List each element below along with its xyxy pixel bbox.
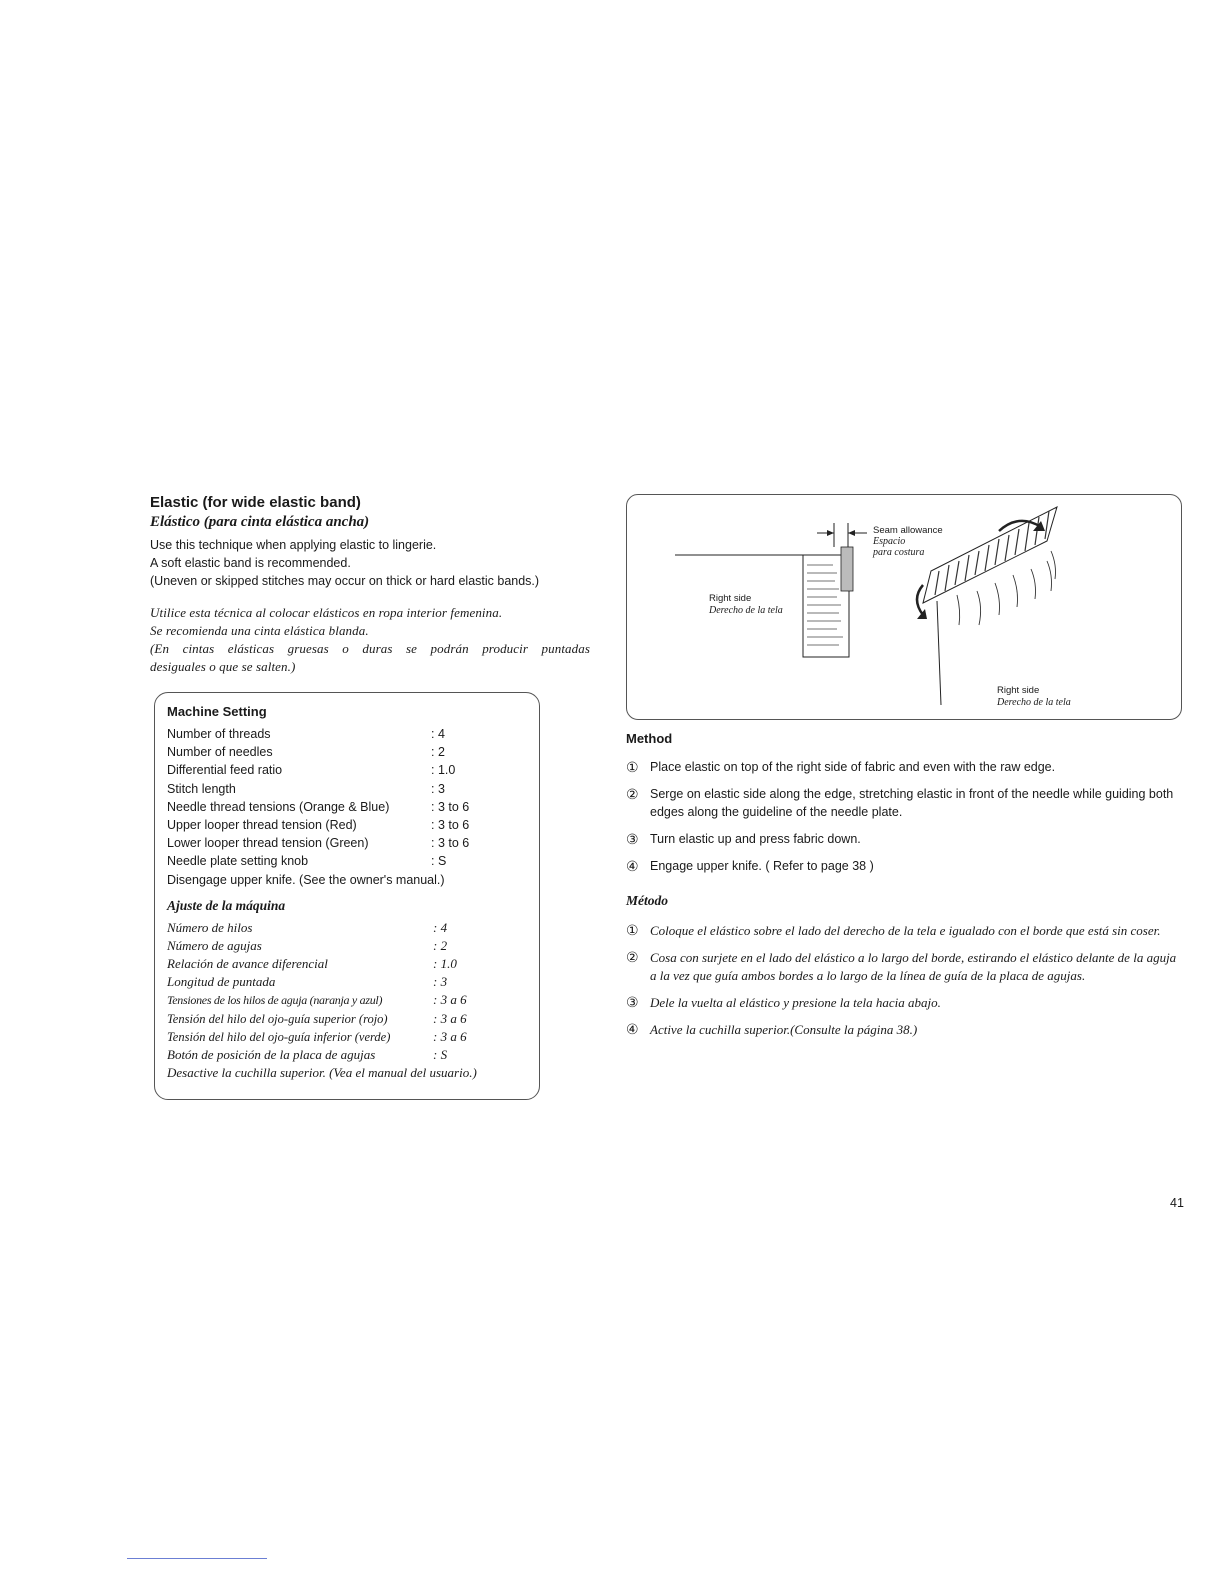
method-step xyxy=(626,758,1186,776)
step-text: Dele la vuelta al elástico y presione la tela hacia abajo. xyxy=(650,995,941,1010)
ajuste-row xyxy=(167,1010,539,1028)
arrow-icon xyxy=(917,609,927,619)
step-number: ④ xyxy=(626,858,639,874)
setting-row xyxy=(167,725,539,743)
ajuste-row xyxy=(167,991,539,1009)
ajuste-row xyxy=(167,973,539,991)
setting-label: Lower looper thread tension (Green) xyxy=(167,836,369,851)
arrow-icon xyxy=(848,530,855,536)
step-number: ③ xyxy=(626,995,639,1011)
intro-es-line: Se recomienda una cinta elástica blanda. xyxy=(150,623,369,638)
step-text: Active la cuchilla superior.(Consulte la página 38.) xyxy=(650,1022,918,1037)
fabric-fold-line xyxy=(937,601,941,705)
ajuste-value: : 4 xyxy=(433,919,448,935)
step-number: ② xyxy=(626,950,639,966)
setting-value: : 4 xyxy=(431,727,445,741)
page-number: 41 xyxy=(1170,1196,1184,1210)
ajuste-row xyxy=(167,1028,539,1046)
method-step xyxy=(626,785,1186,821)
setting-row xyxy=(167,743,539,761)
ajuste-label: Número de agujas xyxy=(167,937,262,953)
curved-arrow-icon xyxy=(917,585,923,615)
intro-line: Use this technique when applying elastic to lingerie. xyxy=(150,538,437,552)
setting-label: Needle thread tensions (Orange & Blue) xyxy=(167,799,390,814)
ajuste-row xyxy=(167,937,539,955)
intro-es-line: (En cintas elásticas gruesas o duras se podrán producir puntadas xyxy=(150,641,590,656)
ajuste-heading: Ajuste de la máquina xyxy=(167,897,286,913)
turned-elastic xyxy=(923,507,1057,603)
metodo-step xyxy=(626,949,1184,985)
metodo-heading: Método xyxy=(626,893,668,908)
ajuste-label: Longitud de puntada xyxy=(167,974,276,990)
label-derecho-1: Derecho de la tela xyxy=(709,605,783,616)
ajuste-value: : 1.0 xyxy=(433,956,457,972)
fabric-folds xyxy=(957,551,1056,625)
label-right-side-1: Right side xyxy=(709,593,752,604)
step-number: ① xyxy=(626,923,639,939)
setting-value: : S xyxy=(431,854,447,869)
intro-es-line: desiguales o que se salten.) xyxy=(150,659,296,674)
section-title: Elastic (for wide elastic band) xyxy=(150,494,361,511)
section-title-es: Elástico (para cinta elástica ancha) xyxy=(150,514,370,530)
diagram-box xyxy=(626,494,1182,720)
setting-label: Number of needles xyxy=(167,745,273,760)
ajuste-label: Botón de posición de la placa de agujas xyxy=(167,1047,376,1063)
metodo-step xyxy=(626,1021,1184,1039)
serged-stitches xyxy=(841,547,853,591)
step-number: ③ xyxy=(626,831,639,847)
ajuste-value: : 3 xyxy=(433,974,448,990)
method-step xyxy=(626,857,1186,875)
setting-value: : 3 to 6 xyxy=(431,799,470,814)
step-number: ② xyxy=(626,786,639,802)
ajuste-row xyxy=(167,919,539,937)
ajuste-value: : 3 a 6 xyxy=(433,992,467,1008)
ajuste-value: : 3 a 6 xyxy=(433,1028,467,1044)
setting-row xyxy=(167,852,539,870)
method-step xyxy=(626,830,1186,848)
intro-line: A soft elastic band is recommended. xyxy=(150,556,351,570)
metodo-step xyxy=(626,922,1184,940)
intro-es-line: Utilice esta técnica al colocar elásticos en ropa interior femenina. xyxy=(150,605,503,620)
setting-note: Disengage upper knife. (See the owner's manual.) xyxy=(167,872,445,887)
intro-es xyxy=(150,604,590,676)
setting-row xyxy=(167,816,539,834)
setting-value: : 3 to 6 xyxy=(431,836,470,851)
step-text: Serge on elastic side along the edge, stretching elastic in front of the needle while guiding both edges along the guideline of the needle plate. xyxy=(650,787,1174,819)
elastic-hatching xyxy=(807,565,843,645)
setting-row xyxy=(167,761,539,779)
step-text: Coloque el elástico sobre el lado del derecho de la tela e igualado con el borde que está sin coser. xyxy=(650,923,1161,938)
intro-en xyxy=(150,536,590,590)
ajuste-value: : 2 xyxy=(433,937,448,953)
setting-label: Stitch length xyxy=(167,781,236,796)
left-column xyxy=(150,494,590,676)
ajuste-label: Número de hilos xyxy=(167,919,253,935)
ajuste-row xyxy=(167,1046,539,1064)
step-number: ④ xyxy=(626,1022,639,1038)
label-para-costura: para costura xyxy=(873,547,925,558)
metodo-section xyxy=(626,892,1184,1048)
method-heading: Method xyxy=(626,731,673,746)
label-right-side-2: Right side xyxy=(997,685,1040,696)
ajuste-label: Tensiones de los hilos de aguja (naranja y azul) xyxy=(167,993,383,1008)
ajuste-label: Tensión del hilo del ojo-guía inferior (verde) xyxy=(167,1029,391,1044)
setting-row xyxy=(167,834,539,852)
machine-setting-box xyxy=(154,692,540,1100)
step-number: ① xyxy=(626,759,639,775)
method-section xyxy=(626,730,1186,884)
step-text: Engage upper knife. ( Refer to page 38 ) xyxy=(650,859,874,873)
setting-row xyxy=(167,798,539,816)
label-seam-allowance: Seam allowance xyxy=(873,525,943,536)
setting-value: : 3 to 6 xyxy=(431,818,470,833)
step-text: Turn elastic up and press fabric down. xyxy=(650,832,861,846)
arrow-icon xyxy=(827,530,834,536)
intro-line: (Uneven or skipped stitches may occur on thick or hard elastic bands.) xyxy=(150,574,540,588)
machine-setting-heading: Machine Setting xyxy=(167,704,267,719)
setting-value: : 2 xyxy=(431,745,445,760)
setting-row xyxy=(167,780,539,798)
step-text: Cosa con surjete en el lado del elástico a lo largo del borde, estirando el elástico delante de la aguja a la vez que guía ambos bordes a lo largo de la línea de guía de la placa de agujas. xyxy=(650,950,1177,983)
ajuste-row xyxy=(167,955,539,973)
setting-label: Needle plate setting knob xyxy=(167,854,309,869)
label-espacio: Espacio xyxy=(873,536,906,547)
ajuste-label: Relación de avance diferencial xyxy=(167,956,328,972)
footer-divider xyxy=(127,1558,267,1559)
setting-label: Upper looper thread tension (Red) xyxy=(167,818,357,833)
step-text: Place elastic on top of the right side of fabric and even with the raw edge. xyxy=(650,760,1056,774)
setting-value: : 1.0 xyxy=(431,763,456,778)
ajuste-label: Tensión del hilo del ojo-guía superior (rojo) xyxy=(167,1011,388,1026)
label-derecho-2: Derecho de la tela xyxy=(997,697,1071,708)
ajuste-note: Desactive la cuchilla superior. (Vea el manual del usuario.) xyxy=(167,1065,477,1081)
ajuste-value: : S xyxy=(433,1047,448,1063)
setting-value: : 3 xyxy=(431,781,445,796)
setting-label: Number of threads xyxy=(167,727,271,741)
setting-label: Differential feed ratio xyxy=(167,763,283,778)
ajuste-value: : 3 a 6 xyxy=(433,1010,467,1026)
metodo-step xyxy=(626,994,1184,1012)
